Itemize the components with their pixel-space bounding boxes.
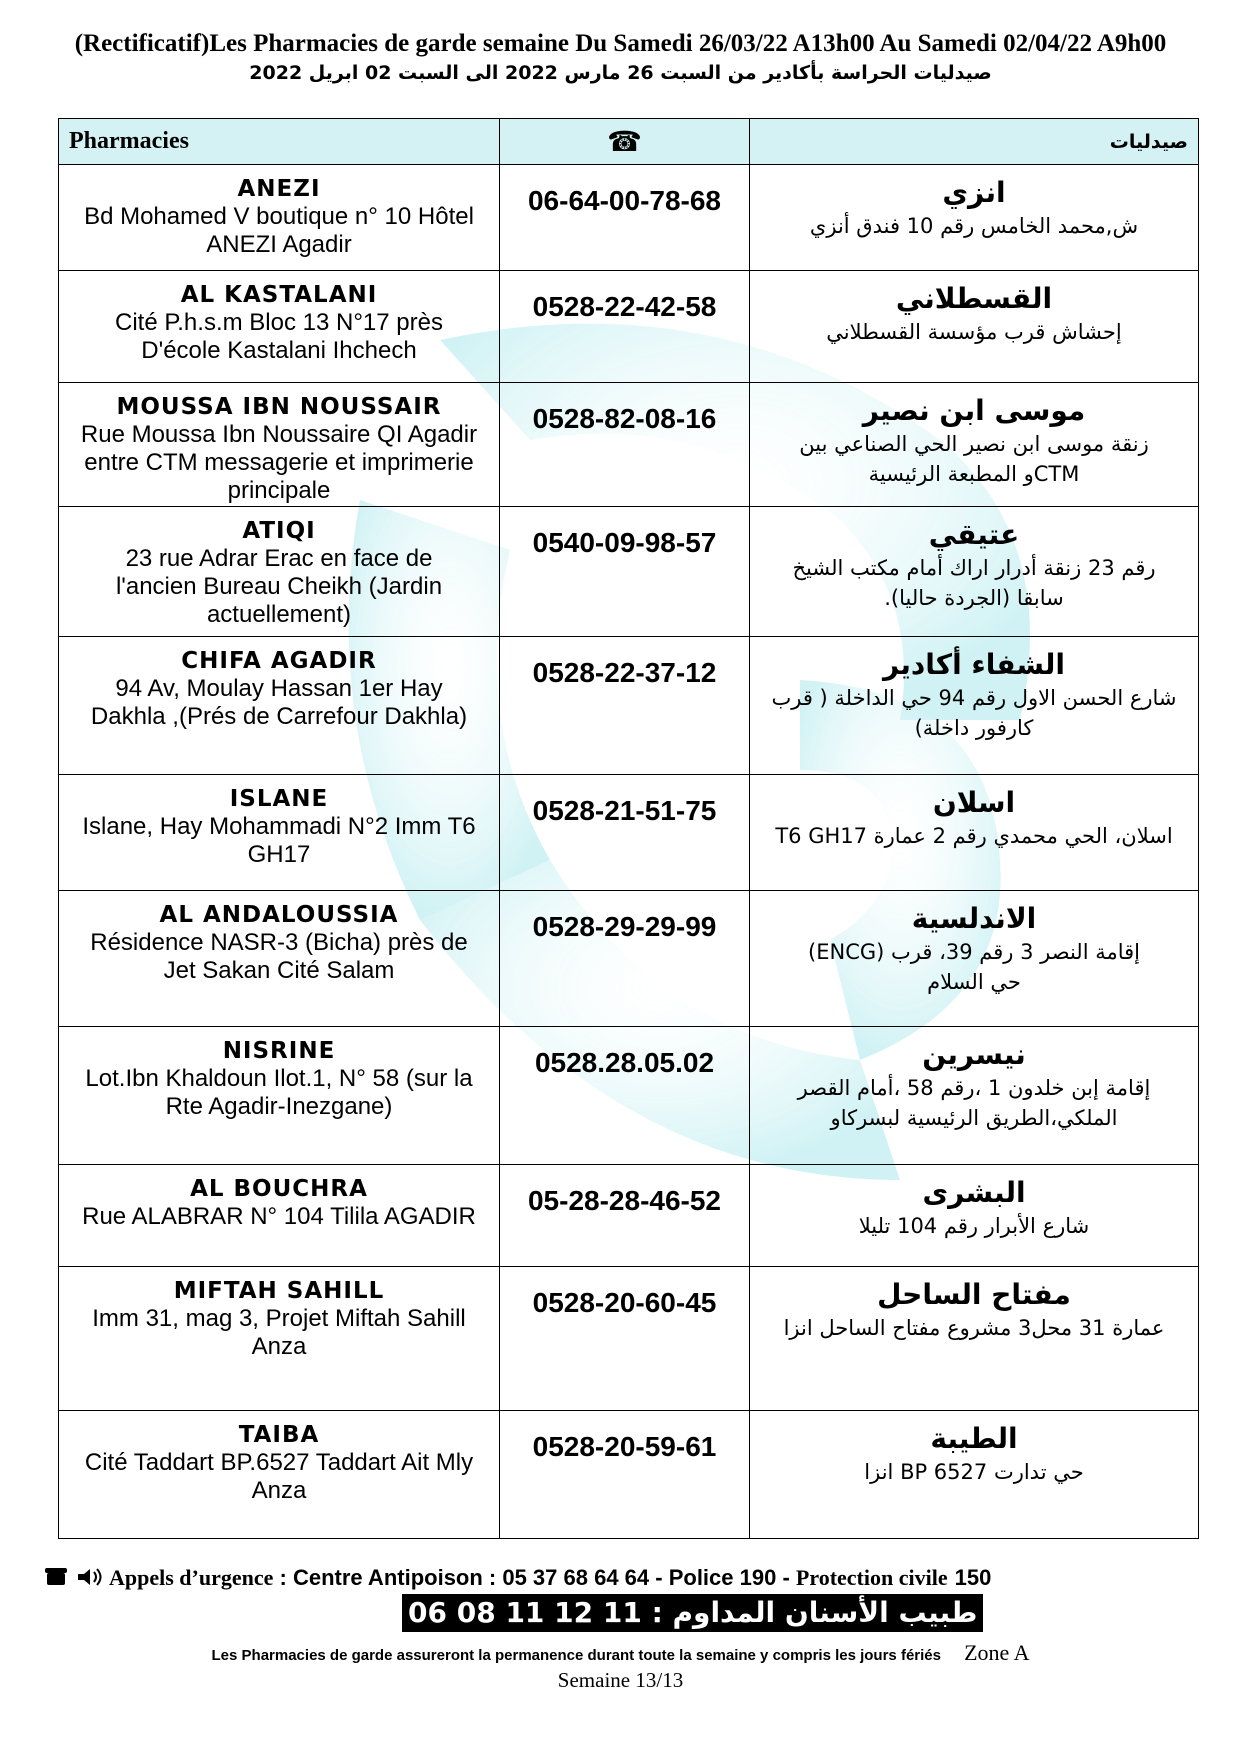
table-row	[59, 383, 1199, 507]
table-row	[59, 1027, 1199, 1165]
pharmacy-address-ar-line: زنقة موسى ابن نصير الحي الصناعي بين	[799, 432, 1149, 456]
pharmacy-address-ar-line: الملكي،الطريق الرئيسية لبسركاو	[830, 1106, 1118, 1130]
pharmacy-phone: 0528-20-59-61	[500, 1411, 750, 1539]
telephone-icon	[45, 1567, 69, 1587]
emergency-numbers: Centre Antipoison : 05 37 68 64 64 - Police 190 -	[292, 1565, 796, 1590]
pharmacy-address-line: principale	[227, 477, 331, 504]
pharmacy-address-line: Islane, Hay Mohammadi N°2 Imm T6	[82, 813, 476, 840]
table-row	[59, 637, 1199, 775]
pharmacy-address-ar-line: إحشاش قرب مؤسسة القسطلاني	[826, 320, 1122, 344]
pharmacy-fr-cell	[59, 271, 500, 383]
pharmacy-address-line: Dakhla ,(Prés de Carrefour Dakhla)	[90, 703, 468, 730]
pharmacy-phone: 0528-82-08-16	[500, 383, 750, 507]
pharmacy-address-ar-line: رقم 23 زنقة أدرار اراك أمام مكتب الشيخ	[792, 556, 1156, 580]
pharmacy-name: AL BOUCHRA	[190, 1176, 368, 1202]
pharmacy-ar-cell	[750, 1411, 1199, 1539]
pharmacy-address-line: Rte Agadir-Inezgane)	[165, 1093, 393, 1120]
pharmacy-ar-cell	[750, 383, 1199, 507]
emergency-label: Appels d’urgence	[109, 1565, 274, 1590]
title-ar: صيدليات الحراسة بأكادير من السبت 26 مارس 2022 الى السبت 02 ابريل 2022	[249, 62, 992, 84]
pharmacy-name: ISLANE	[229, 786, 329, 812]
pharmacy-fr-cell	[59, 775, 500, 891]
pharmacy-ar-cell	[750, 1165, 1199, 1267]
pharmacy-address-line: 94 Av, Moulay Hassan 1er Hay	[115, 675, 443, 702]
pharmacy-address-ar-line: سابقا (الجردة حاليا).	[884, 586, 1064, 610]
pharmacies-table	[58, 118, 1199, 1539]
pharmacy-name-ar: نيسرين	[922, 1038, 1026, 1071]
table-row	[59, 271, 1199, 383]
pharmacy-fr-cell	[59, 1267, 500, 1411]
pharmacy-ar-cell	[750, 165, 1199, 271]
pharmacy-address-line: Cité Taddart BP.6527 Taddart Ait Mly	[84, 1449, 474, 1476]
pharmacy-fr-cell	[59, 1411, 500, 1539]
pharmacy-name: NISRINE	[222, 1038, 336, 1064]
pharmacy-name: TAIBA	[238, 1422, 320, 1448]
pharmacy-address-ar-line: إقامة النصر 3 رقم 39، قرب (ENCG)	[808, 940, 1140, 964]
pharmacy-address-ar-line: شارع الأبرار رقم 104 تليلا	[858, 1214, 1090, 1238]
pharmacy-ar-cell	[750, 775, 1199, 891]
pharmacy-phone: 0528.28.05.02	[500, 1027, 750, 1165]
pharmacy-ar-cell	[750, 1027, 1199, 1165]
column-header-arabic: صيدليات	[750, 119, 1199, 165]
pharmacy-name-ar: مفتاح الساحل	[877, 1278, 1071, 1311]
pharmacy-address-ar-line: ش,محمد الخامس رقم 10 فندق أنزي	[809, 214, 1139, 238]
pharmacy-name: AL KASTALANI	[180, 282, 378, 308]
pharmacy-phone: 0540-09-98-57	[500, 507, 750, 637]
pharmacy-address-line: entre CTM messagerie et imprimerie	[84, 449, 474, 476]
pharmacy-fr-cell	[59, 507, 500, 637]
pharmacy-name: ANEZI	[237, 176, 321, 202]
holiday-note: Les Pharmacies de garde assureront la permanence durant toute la semaine y compris les jours fériés	[211, 1647, 941, 1664]
pharmacy-name-ar: عتيقي	[928, 518, 1020, 551]
table-row	[59, 1165, 1199, 1267]
pharmacy-address-line: ANEZI Agadir	[206, 231, 352, 258]
pharmacy-address-line: Anza	[251, 1333, 307, 1360]
pharmacy-address-line: Rue Moussa Ibn Noussaire QI Agadir	[80, 421, 478, 448]
pharmacy-name-ar: البشرى	[922, 1176, 1026, 1209]
table-row	[59, 1267, 1199, 1411]
protection-civile-number: 150	[954, 1565, 992, 1590]
pharmacy-address-ar-line: عمارة 31 محل3 مشروع مفتاح الساحل انزا	[783, 1316, 1165, 1340]
pharmacy-address-ar-line: اسلان، الحي محمدي رقم 2 عمارة T6 GH17	[775, 824, 1173, 848]
pharmacy-address-line: actuellement)	[206, 601, 352, 628]
pharmacy-fr-cell	[59, 383, 500, 507]
pharmacy-address-ar-line: حي السلام	[927, 970, 1021, 994]
pharmacy-address-line: 23 rue Adrar Erac en face de	[125, 545, 433, 572]
speaker-icon	[76, 1567, 102, 1587]
pharmacy-ar-cell	[750, 891, 1199, 1027]
pharmacy-address-ar-line: كارفور داخلة)	[914, 716, 1034, 740]
emergency-line	[45, 1565, 1195, 1591]
table-row	[59, 1411, 1199, 1539]
pharmacy-name: MOUSSA IBN NOUSSAIR	[116, 394, 442, 420]
pharmacy-address-line: Lot.Ibn Khaldoun Ilot.1, N° 58 (sur la	[85, 1065, 473, 1092]
pharmacy-name-ar: اسلان	[932, 786, 1016, 819]
week-label: Semaine 13/13	[557, 1668, 684, 1692]
pharmacy-name-ar: الاندلسية	[911, 902, 1037, 935]
dentist-on-duty: طبيب الأسنان المداوم : 11 12 11 08 06	[402, 1594, 983, 1632]
pharmacy-name: MIFTAH SAHILL	[173, 1278, 385, 1304]
pharmacy-phone: 0528-29-29-99	[500, 891, 750, 1027]
pharmacy-ar-cell	[750, 1267, 1199, 1411]
protection-civile-label: Protection civile	[795, 1565, 948, 1590]
pharmacy-name-ar: الطيبة	[930, 1422, 1018, 1455]
pharmacy-address-line: Résidence NASR-3 (Bicha) près de	[90, 929, 468, 956]
table-row	[59, 775, 1199, 891]
pharmacy-address-ar-line: شارع الحسن الاول رقم 94 حي الداخلة ( قرب	[771, 686, 1177, 710]
title-fr: (Rectificatif)Les Pharmacies de garde semaine Du Samedi 26/03/22 A13h00 Au Samedi 02/04/22 A9h00	[74, 30, 1167, 57]
pharmacy-name-ar: القسطلاني	[895, 282, 1053, 315]
pharmacy-address-line: GH17	[247, 841, 311, 868]
table-row	[59, 891, 1199, 1027]
pharmacy-fr-cell	[59, 637, 500, 775]
table-row	[59, 507, 1199, 637]
pharmacy-address-line: Bd Mohamed V boutique n° 10 Hôtel	[84, 203, 474, 230]
pharmacy-address-line: Imm 31, mag 3, Projet Miftah Sahill	[92, 1305, 466, 1332]
footer-note-line	[0, 1640, 1241, 1666]
pharmacy-address-line: Anza	[251, 1477, 307, 1504]
pharmacy-address-ar-line: CTMو المطبعة الرئيسية	[868, 462, 1080, 486]
pharmacy-fr-cell	[59, 1165, 500, 1267]
pharmacy-phone: 06-64-00-78-68	[500, 165, 750, 271]
pharmacy-name: AL ANDALOUSSIA	[159, 902, 399, 928]
pharmacy-address-line: Cité P.h.s.m Bloc 13 N°17 près	[115, 309, 443, 336]
pharmacy-ar-cell	[750, 637, 1199, 775]
pharmacy-address-line: Jet Sakan Cité Salam	[163, 957, 395, 984]
pharmacy-ar-cell	[750, 271, 1199, 383]
pharmacy-name-ar: الشفاء أكادير	[882, 648, 1066, 681]
emergency-separator: :	[273, 1565, 293, 1590]
pharmacy-fr-cell	[59, 891, 500, 1027]
pharmacy-name-ar: موسى ابن نصير	[862, 394, 1086, 427]
pharmacy-address-ar-line: إقامة إبن خلدون 1 ،رقم 58 ،أمام القصر	[797, 1076, 1151, 1100]
pharmacy-address-line: l'ancien Bureau Cheikh (Jardin	[115, 573, 443, 600]
pharmacy-name: ATIQI	[242, 518, 316, 544]
pharmacy-phone: 0528-21-51-75	[500, 775, 750, 891]
pharmacy-ar-cell	[750, 507, 1199, 637]
pharmacy-phone: 05-28-28-46-52	[500, 1165, 750, 1267]
pharmacy-phone: 0528-22-42-58	[500, 271, 750, 383]
pharmacy-phone: 0528-22-37-12	[500, 637, 750, 775]
pharmacy-address-line: D'école Kastalani Ihchech	[141, 337, 417, 364]
pharmacy-name: CHIFA AGADIR	[181, 648, 377, 674]
pharmacy-address-ar-line: حي تدارت BP 6527 انزا	[864, 1460, 1084, 1484]
zone-label: Zone A	[964, 1640, 1030, 1665]
pharmacy-fr-cell	[59, 1027, 500, 1165]
pharmacy-phone: 0528-20-60-45	[500, 1267, 750, 1411]
pharmacy-address-line: Rue ALABRAR N° 104 Tilila AGADIR	[82, 1203, 476, 1230]
table-header-row	[59, 119, 1199, 165]
phone-icon: ☎	[500, 119, 750, 165]
pharmacy-fr-cell	[59, 165, 500, 271]
column-header-pharmacies: Pharmacies	[59, 119, 500, 165]
pharmacy-name-ar: انزي	[942, 176, 1006, 209]
table-row	[59, 165, 1199, 271]
